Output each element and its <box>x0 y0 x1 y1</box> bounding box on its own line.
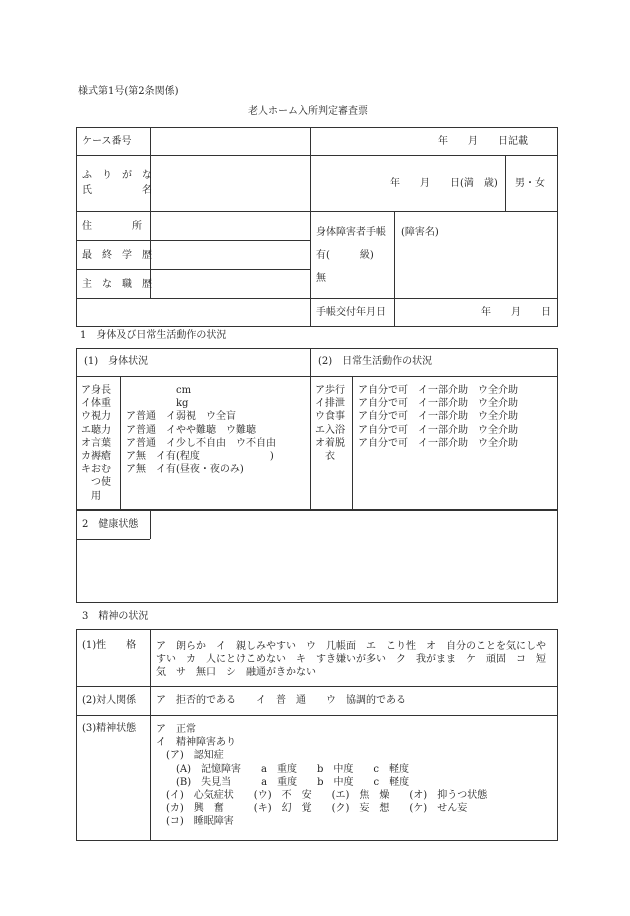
adl-heading: (2) 日常生活動作の状況 <box>318 356 433 367</box>
furigana-label: ふ り が な <box>82 170 152 181</box>
issue-date-value: 年 月 日 <box>481 307 551 318</box>
section3-heading: 3 精神の状況 <box>82 611 149 622</box>
relations-options: ア 拒否的である イ 普 通 ウ 協調的である <box>156 695 406 706</box>
section1-heading: 1 身体及び日常生活動作の状況 <box>80 330 227 341</box>
physical-item-labels: ア身長 イ体重 ウ視力 エ聴力 オ言葉 カ褥瘡 キおむ つ使 用 <box>81 385 111 502</box>
page-title: 老人ホーム入所判定審査票 <box>248 106 368 117</box>
relations-label: (2)対人関係 <box>82 695 137 706</box>
form-number: 様式第1号(第2条関係) <box>78 86 179 97</box>
record-date: 年 月 日記載 <box>438 136 528 147</box>
personality-label: (1)性 格 <box>82 640 137 651</box>
adl-item-values: ア自分で可 イ一部介助 ウ全介助 ア自分で可 イ一部介助 ウ全介助 ア自分で可 イ一部介助 ウ全介助 ア自分で可 イ一部介助 ウ全介助 ア自分で可 イ一部介助 ウ全介助 <box>358 385 518 449</box>
mental-state-options: ア 正常 イ 精神障害あり (ア) 認知症 (A) 記憶障害 a 重度 b 中度 c 軽度 (B) 失見当 a 重度 b 中度 c 軽度 (イ) 心気症状 (ウ) 不 安 (エ) 焦 燥 (オ) 抑うつ状態 (カ) 興 奮 (キ) 幻 覚 (ク) 妄 想 (ケ) せん妄 (コ) 睡眠障害 <box>156 724 488 828</box>
adl-item-labels: ア歩行 イ排泄 ウ食事 エ入浴 オ着脱 衣 <box>315 385 345 463</box>
section2-heading: 2 健康状態 <box>82 519 139 530</box>
personality-options: ア 朗らか イ 親しみやすい ウ 几帳面 エ こり性 オ 自分のことを気にしや すい カ 人にとけこめない キ すき嫌いが多い ク 我がまま ケ 頑固 コ 短 気 サ 無口 シ 融通がきかない <box>156 641 546 679</box>
address-label: 住 所 <box>82 221 142 232</box>
physical-item-values: cm kg ア普通 イ弱視 ウ全盲 ア普通 イやや難聴 ウ難聴 ア普通 イ少し不自由 ウ不自由 ア無 イ有(程度 ) ア無 イ有(昼夜・夜のみ) <box>126 385 276 476</box>
issue-date-label: 手帳交付年月日 <box>316 307 386 318</box>
education-label: 最 終 学 歴 <box>82 250 152 261</box>
disability-none: 無 <box>316 273 326 284</box>
disability-grade: 有( 級) <box>316 250 374 261</box>
name-label: 氏 名 <box>82 185 152 196</box>
section2-table <box>76 510 558 603</box>
disability-book-label: 身体障害者手帳 <box>316 227 386 238</box>
disability-name-label: (障害名) <box>401 227 439 238</box>
sex-field: 男・女 <box>515 178 545 189</box>
physical-heading: (1) 身体状況 <box>84 356 149 367</box>
mental-state-label: (3)精神状態 <box>82 723 137 734</box>
birth-date: 年 月 日(満 歳) <box>390 178 498 189</box>
case-number-label: ケース番号 <box>82 136 132 147</box>
occupation-label: 主 な 職 歴 <box>82 279 152 290</box>
